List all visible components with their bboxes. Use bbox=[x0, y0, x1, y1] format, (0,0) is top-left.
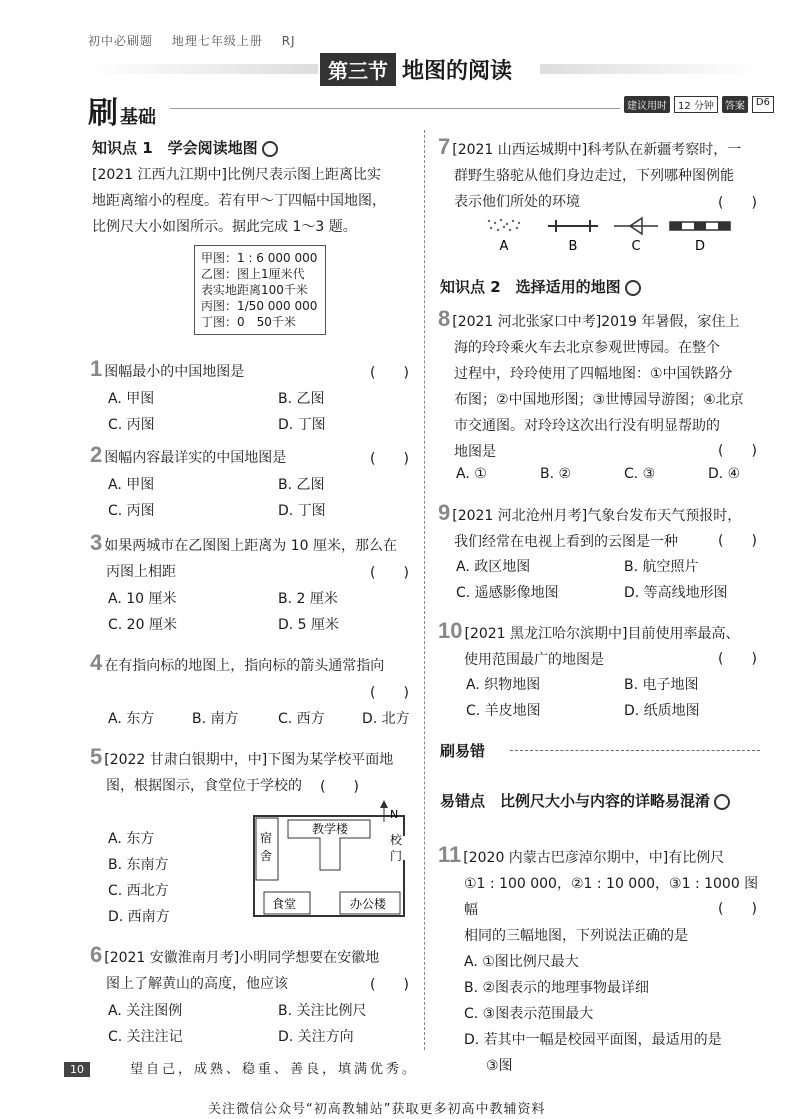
divider bbox=[510, 750, 760, 752]
knowledge-point-1 bbox=[92, 137, 278, 158]
option-b[interactable]: B. ② bbox=[540, 466, 572, 482]
option-d[interactable]: D bbox=[694, 239, 706, 254]
option-a[interactable]: A. 政区地图 bbox=[456, 559, 531, 575]
brush-basic-heading bbox=[88, 88, 156, 132]
option-a[interactable]: A. 东方 bbox=[108, 711, 155, 727]
kp2-title: 知识点 2 选择适用的地图 bbox=[440, 278, 621, 296]
scale-legend-box bbox=[194, 245, 326, 335]
question-text: [2021 安徽淮南月考]小明同学想要在安徽地 bbox=[104, 950, 380, 966]
option-b[interactable]: B. 关注比例尺 bbox=[278, 1003, 367, 1019]
option-c[interactable]: C. 丙图 bbox=[108, 417, 155, 433]
answer-paren[interactable]: ( ) bbox=[320, 779, 359, 795]
answer-paren[interactable]: ( ) bbox=[370, 685, 409, 701]
edition: RJ bbox=[281, 34, 296, 48]
question-text: 如果两城市在乙图图上距离为 10 厘米，那么在 bbox=[104, 538, 397, 554]
option-c[interactable]: C. 羊皮地图 bbox=[466, 703, 541, 719]
question-text: 图幅最小的中国地图是 bbox=[104, 364, 245, 380]
book-name: 地理七年级上册 bbox=[171, 34, 263, 48]
option-a[interactable]: A. 关注图例 bbox=[108, 1003, 183, 1019]
option-c[interactable]: C. ③ bbox=[624, 466, 656, 482]
question-number: 5 bbox=[90, 744, 103, 769]
option-b[interactable]: B. ②图表示的地理事物最详细 bbox=[464, 980, 650, 996]
option-d[interactable]: D. ④ bbox=[708, 466, 741, 482]
option-b[interactable]: B. 航空照片 bbox=[624, 559, 699, 575]
teaching-label: 教学楼 bbox=[312, 822, 349, 836]
arrow-head-icon bbox=[380, 800, 388, 808]
question-number: 1 bbox=[90, 356, 103, 381]
option-d-cont: ③图 bbox=[486, 1058, 513, 1074]
option-d[interactable]: D. 若其中一幅是校园平面图，最适用的是 bbox=[464, 1032, 722, 1048]
question-number: 2 bbox=[90, 442, 103, 467]
question-number: 11 bbox=[438, 842, 462, 867]
option-c[interactable]: C. 遥感影像地图 bbox=[456, 585, 559, 601]
question-number: 7 bbox=[438, 134, 451, 159]
option-c[interactable]: C. ③图表示范围最大 bbox=[464, 1006, 594, 1022]
question-text: 群野生骆驼从他们身边走过，下列哪种图例能 bbox=[454, 168, 734, 184]
option-c[interactable]: C. 关注注记 bbox=[108, 1029, 183, 1045]
legend-line: 乙图：图上1厘米代 bbox=[201, 267, 305, 281]
page-number: 10 bbox=[64, 1062, 90, 1077]
answer-paren[interactable]: ( ) bbox=[370, 365, 409, 381]
legend-line: 丙图：1/50 000 000 bbox=[201, 299, 318, 313]
legend-line: 丁图：0 50千米 bbox=[201, 315, 296, 329]
question-text: 相同的三幅地图，下列说法正确的是 bbox=[464, 928, 688, 944]
answer-paren[interactable]: ( ) bbox=[718, 901, 757, 917]
knowledge-point-2 bbox=[440, 276, 641, 297]
answer-paren[interactable]: ( ) bbox=[718, 533, 757, 549]
title-band-right bbox=[540, 64, 760, 74]
option-c[interactable]: C. 20 厘米 bbox=[108, 617, 177, 633]
option-c[interactable]: C bbox=[631, 239, 641, 254]
question-text: 过程中，玲玲使用了四幅地图：①中国铁路分 bbox=[454, 366, 733, 382]
option-b[interactable]: B. 电子地图 bbox=[624, 677, 699, 693]
pen-icon bbox=[625, 280, 641, 296]
option-d[interactable]: D. 纸质地图 bbox=[624, 703, 700, 719]
gate-label: 门 bbox=[390, 849, 403, 863]
brush-char: 刷 bbox=[88, 96, 118, 131]
question-1 bbox=[90, 356, 244, 385]
question-text: 布图；②中国地形图；③世博园导游图；④北京 bbox=[454, 392, 744, 408]
answer-paren[interactable]: ( ) bbox=[370, 977, 409, 993]
option-a[interactable]: A. 东方 bbox=[108, 831, 155, 847]
question-number: 8 bbox=[438, 306, 451, 331]
office-label: 办公楼 bbox=[350, 897, 387, 911]
mistake-point bbox=[440, 790, 730, 811]
option-d[interactable]: D. 5 厘米 bbox=[278, 617, 340, 633]
pen-icon bbox=[714, 794, 730, 810]
option-a[interactable]: A. ①图比例尺最大 bbox=[464, 954, 579, 970]
question-5 bbox=[90, 744, 420, 799]
question-text: [2021 河北张家口中考]2019 年暑假，家住上 bbox=[452, 314, 740, 330]
legend-line: 表实地距离100千米 bbox=[201, 283, 308, 297]
question-text: 图幅内容最详实的中国地图是 bbox=[104, 450, 287, 466]
question-number: 6 bbox=[90, 942, 103, 967]
question-4 bbox=[90, 650, 384, 679]
stem-1-3 bbox=[92, 162, 422, 240]
option-d[interactable]: D. 丁图 bbox=[278, 503, 326, 519]
question-2 bbox=[90, 442, 286, 471]
option-a[interactable]: A. 10 厘米 bbox=[108, 591, 177, 607]
option-b[interactable]: B. 南方 bbox=[192, 711, 239, 727]
map-symbols bbox=[480, 212, 740, 256]
question-text: 市交通图。对玲玲这次出行没有明显帮助的 bbox=[454, 418, 720, 434]
option-b[interactable]: B. 乙图 bbox=[278, 477, 325, 493]
school-plan-map bbox=[240, 800, 420, 920]
option-b[interactable]: B. 2 厘米 bbox=[278, 591, 338, 607]
mistake-title: 易错点 比例尺大小与内容的详略易混淆 bbox=[440, 792, 711, 810]
legend-line: 甲图：1 : 6 000 000 bbox=[201, 251, 318, 265]
option-b[interactable]: B bbox=[568, 239, 578, 254]
divider bbox=[170, 108, 620, 109]
dorm-label: 舍 bbox=[260, 849, 273, 863]
stem-line: 地距离缩小的程度。若有甲～丁四幅中国地图， bbox=[92, 193, 386, 209]
option-d[interactable]: D. 等高线地形图 bbox=[624, 585, 728, 601]
question-number: 9 bbox=[438, 500, 451, 525]
question-text: [2021 黑龙江哈尔滨期中]目前使用率最高、 bbox=[464, 626, 740, 642]
question-11 bbox=[438, 842, 768, 1079]
footer-note: 关注微信公众号“初高教辅站”获取更多初高中教辅资料 bbox=[208, 1102, 546, 1117]
time-label: 建议用时 bbox=[624, 96, 670, 113]
option-a[interactable]: A. 甲图 bbox=[108, 391, 155, 407]
question-text: 图，根据图示，食堂位于学校的 bbox=[106, 778, 302, 794]
question-text: 海的玲玲乘火车去北京参观世博园。在整个 bbox=[454, 340, 720, 356]
question-text: [2020 内蒙古巴彦淖尔期中，中]有比例尺 bbox=[463, 850, 725, 866]
mistake-heading: 刷易错 bbox=[440, 742, 486, 760]
option-c[interactable]: C. 西北方 bbox=[108, 883, 169, 899]
option-a[interactable]: A bbox=[499, 239, 509, 254]
question-number: 10 bbox=[438, 618, 463, 643]
kp1-title: 知识点 1 学会阅读地图 bbox=[92, 139, 258, 157]
stem-line: 比例尺大小如图所示。据此完成 1～3 题。 bbox=[92, 219, 357, 235]
question-text: [2021 山西运城期中]科考队在新疆考察时，一 bbox=[452, 142, 742, 158]
port-symbol-icon bbox=[614, 218, 658, 234]
question-number: 4 bbox=[90, 650, 103, 675]
north-label: N bbox=[390, 808, 399, 821]
option-d[interactable]: D. 北方 bbox=[362, 711, 410, 727]
answer-paren[interactable]: ( ) bbox=[718, 443, 757, 459]
option-c[interactable]: C. 西方 bbox=[278, 711, 325, 727]
footer-motto: 望自己，成熟、稳重、善良，填满优秀。 bbox=[130, 1062, 419, 1077]
brush-label: 基础 bbox=[120, 107, 156, 128]
answer-paren[interactable]: ( ) bbox=[718, 195, 757, 211]
option-d[interactable]: D. 关注方向 bbox=[278, 1029, 354, 1045]
question-text: 丙图上相距 bbox=[106, 564, 176, 580]
question-text: [2021 河北沧州月考]气象台发布天气预报时， bbox=[452, 508, 742, 524]
question-text: [2022 甘肃白银期中，中]下图为某学校平面地 bbox=[104, 752, 394, 768]
answer-paren[interactable]: ( ) bbox=[370, 565, 409, 581]
option-d[interactable]: D. 丁图 bbox=[278, 417, 326, 433]
time-value: 12 分钟 bbox=[674, 96, 718, 113]
question-text: 表示他们所处的环境 bbox=[454, 194, 580, 210]
answer-value: D6 bbox=[752, 96, 774, 113]
question-text: ①1 : 100 000，②1 : 10 000，③1 : 1000 图幅 bbox=[464, 876, 759, 918]
title-band-left bbox=[88, 64, 318, 74]
option-a[interactable]: A. 织物地图 bbox=[466, 677, 541, 693]
answer-label: 答案 bbox=[722, 96, 748, 113]
pen-icon bbox=[262, 141, 278, 157]
question-text: 在有指向标的地图上，指向标的箭头通常指向 bbox=[104, 658, 385, 674]
question-number: 3 bbox=[90, 530, 103, 555]
stem-line: [2021 江西九江期中]比例尺表示图上距离比实 bbox=[92, 167, 382, 183]
book-header bbox=[88, 32, 310, 49]
option-c[interactable]: C. 丙图 bbox=[108, 503, 155, 519]
option-b[interactable]: B. 东南方 bbox=[108, 857, 169, 873]
meta-info bbox=[624, 96, 774, 113]
question-text: 地图是 bbox=[454, 444, 496, 460]
option-d[interactable]: D. 西南方 bbox=[108, 909, 170, 925]
section-title: 地图的阅读 bbox=[402, 58, 513, 84]
page-title bbox=[320, 52, 512, 86]
option-b[interactable]: B. 乙图 bbox=[278, 391, 325, 407]
question-text: 使用范围最广的地图是 bbox=[464, 652, 604, 668]
answer-paren[interactable]: ( ) bbox=[718, 651, 757, 667]
answer-paren[interactable]: ( ) bbox=[370, 451, 409, 467]
canteen-label: 食堂 bbox=[272, 897, 297, 911]
question-text: 我们经常在电视上看到的云图是一种 bbox=[454, 534, 678, 550]
section-tag: 第三节 bbox=[320, 53, 396, 86]
gate-label: 校 bbox=[390, 833, 403, 847]
column-divider bbox=[424, 130, 426, 1050]
desert-dots-icon bbox=[488, 219, 520, 231]
dorm-label: 宿 bbox=[260, 831, 273, 845]
series-name: 初中必刷题 bbox=[88, 34, 154, 48]
question-text: 图上了解黄山的高度，他应该 bbox=[106, 976, 288, 992]
option-a[interactable]: A. 甲图 bbox=[108, 477, 155, 493]
option-a[interactable]: A. ① bbox=[456, 466, 487, 482]
